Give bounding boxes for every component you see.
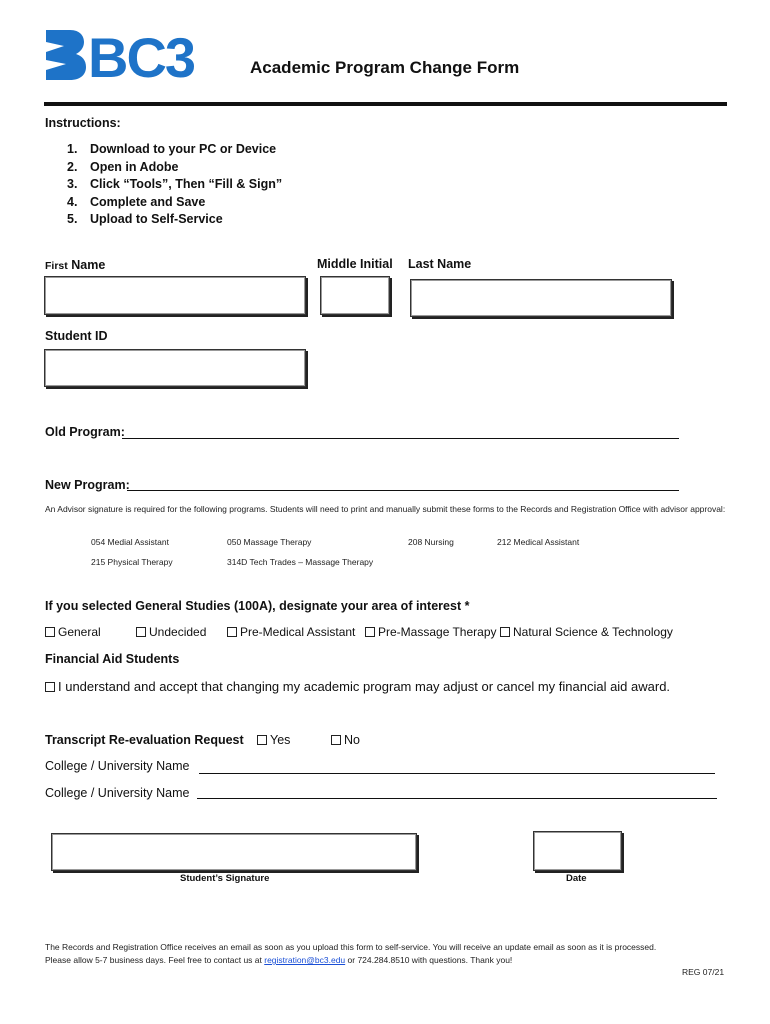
old-program-label: Old Program: [45, 425, 125, 439]
college-name-label-2: College / University Name [45, 786, 190, 800]
checkbox-icon[interactable] [500, 627, 510, 637]
advisor-program: 054 Medial Assistant [91, 537, 169, 547]
checkbox-icon[interactable] [257, 735, 267, 745]
signature-field[interactable] [51, 833, 417, 871]
option-pre-medical-assistant[interactable]: Pre-Medical Assistant [227, 625, 355, 639]
last-name-label: Last Name [408, 257, 472, 271]
student-id-label: Student ID [45, 329, 108, 343]
option-natural-science[interactable]: Natural Science & Technology [500, 625, 673, 639]
middle-initial-field[interactable] [320, 276, 390, 315]
instruction-step: 5. Upload to Self-Service [67, 212, 223, 226]
advisor-program: 314D Tech Trades – Massage Therapy [227, 557, 374, 567]
general-studies-heading: If you selected General Studies (100A), designate your area of interest * [45, 599, 470, 613]
bc3-logo [44, 28, 204, 82]
option-general[interactable]: General [45, 625, 101, 639]
instruction-step: 4. Complete and Save [67, 194, 206, 209]
date-field[interactable] [533, 831, 622, 871]
advisor-program: 208 Nursing [408, 537, 454, 547]
advisor-program: 050 Massage Therapy [227, 537, 312, 547]
transcript-label: Transcript Re-evaluation Request [45, 733, 244, 747]
advisor-program: 215 Physical Therapy [91, 557, 173, 567]
advisor-note: An Advisor signature is required for the following programs. Students will need to print and manually submit these forms to the Records and Registration Office with advisor approval: [45, 504, 726, 514]
checkbox-icon[interactable] [45, 627, 55, 637]
footer-note-line-1: The Records and Registration Office receives an email as soon as you upload this form to self-service. You will receive an update email as soon as it is processed. [45, 942, 657, 952]
signature-label: Student’s Signature [180, 873, 270, 884]
checkbox-icon[interactable] [136, 627, 146, 637]
email-link[interactable]: registration@bc3.edu [264, 955, 346, 965]
logo-text: BC3 [88, 28, 195, 82]
checkbox-icon[interactable] [331, 735, 341, 745]
last-name-field[interactable] [410, 279, 672, 317]
checkbox-icon[interactable] [227, 627, 237, 637]
instruction-step: 2. Open in Adobe [67, 159, 179, 174]
checkbox-icon[interactable] [45, 682, 55, 692]
page-title: Academic Program Change Form [250, 58, 520, 77]
instruction-step: 3. Click “Tools”, Then “Fill & Sign” [67, 177, 283, 191]
checkbox-icon[interactable] [365, 627, 375, 637]
transcript-no-option[interactable]: No [331, 733, 360, 747]
transcript-yes-option[interactable]: Yes [257, 733, 290, 747]
new-program-field[interactable] [127, 490, 679, 491]
instruction-step: 1. Download to your PC or Device [67, 142, 277, 156]
first-name-field[interactable] [44, 276, 306, 315]
header-divider [44, 102, 727, 106]
option-pre-massage-therapy[interactable]: Pre-Massage Therapy [365, 625, 497, 639]
date-label: Date [566, 873, 587, 884]
new-program-label: New Program: [45, 478, 130, 492]
instructions-list [67, 141, 282, 229]
student-id-field[interactable] [44, 349, 306, 387]
form-code: REG 07/21 [682, 967, 725, 977]
financial-aid-heading: Financial Aid Students [45, 652, 180, 666]
middle-initial-label: Middle Initial [317, 257, 393, 271]
college-name-field-1[interactable] [199, 773, 715, 774]
option-undecided[interactable]: Undecided [136, 625, 206, 639]
old-program-field[interactable] [122, 438, 679, 439]
college-name-label-1: College / University Name [45, 759, 190, 773]
footer-note-line-2: Please allow 5-7 business days. Feel free to contact us at registration@bc3.edu or 724.284.8510 with questions. Thank you! [45, 955, 513, 965]
first-name-label: First Name [45, 258, 106, 272]
financial-aid-acknowledgement[interactable]: I understand and accept that changing my academic program may adjust or cancel my financial aid award. [45, 679, 670, 694]
instructions-heading: Instructions: [45, 116, 121, 130]
advisor-program: 212 Medical Assistant [497, 537, 580, 547]
college-name-field-2[interactable] [197, 798, 717, 799]
